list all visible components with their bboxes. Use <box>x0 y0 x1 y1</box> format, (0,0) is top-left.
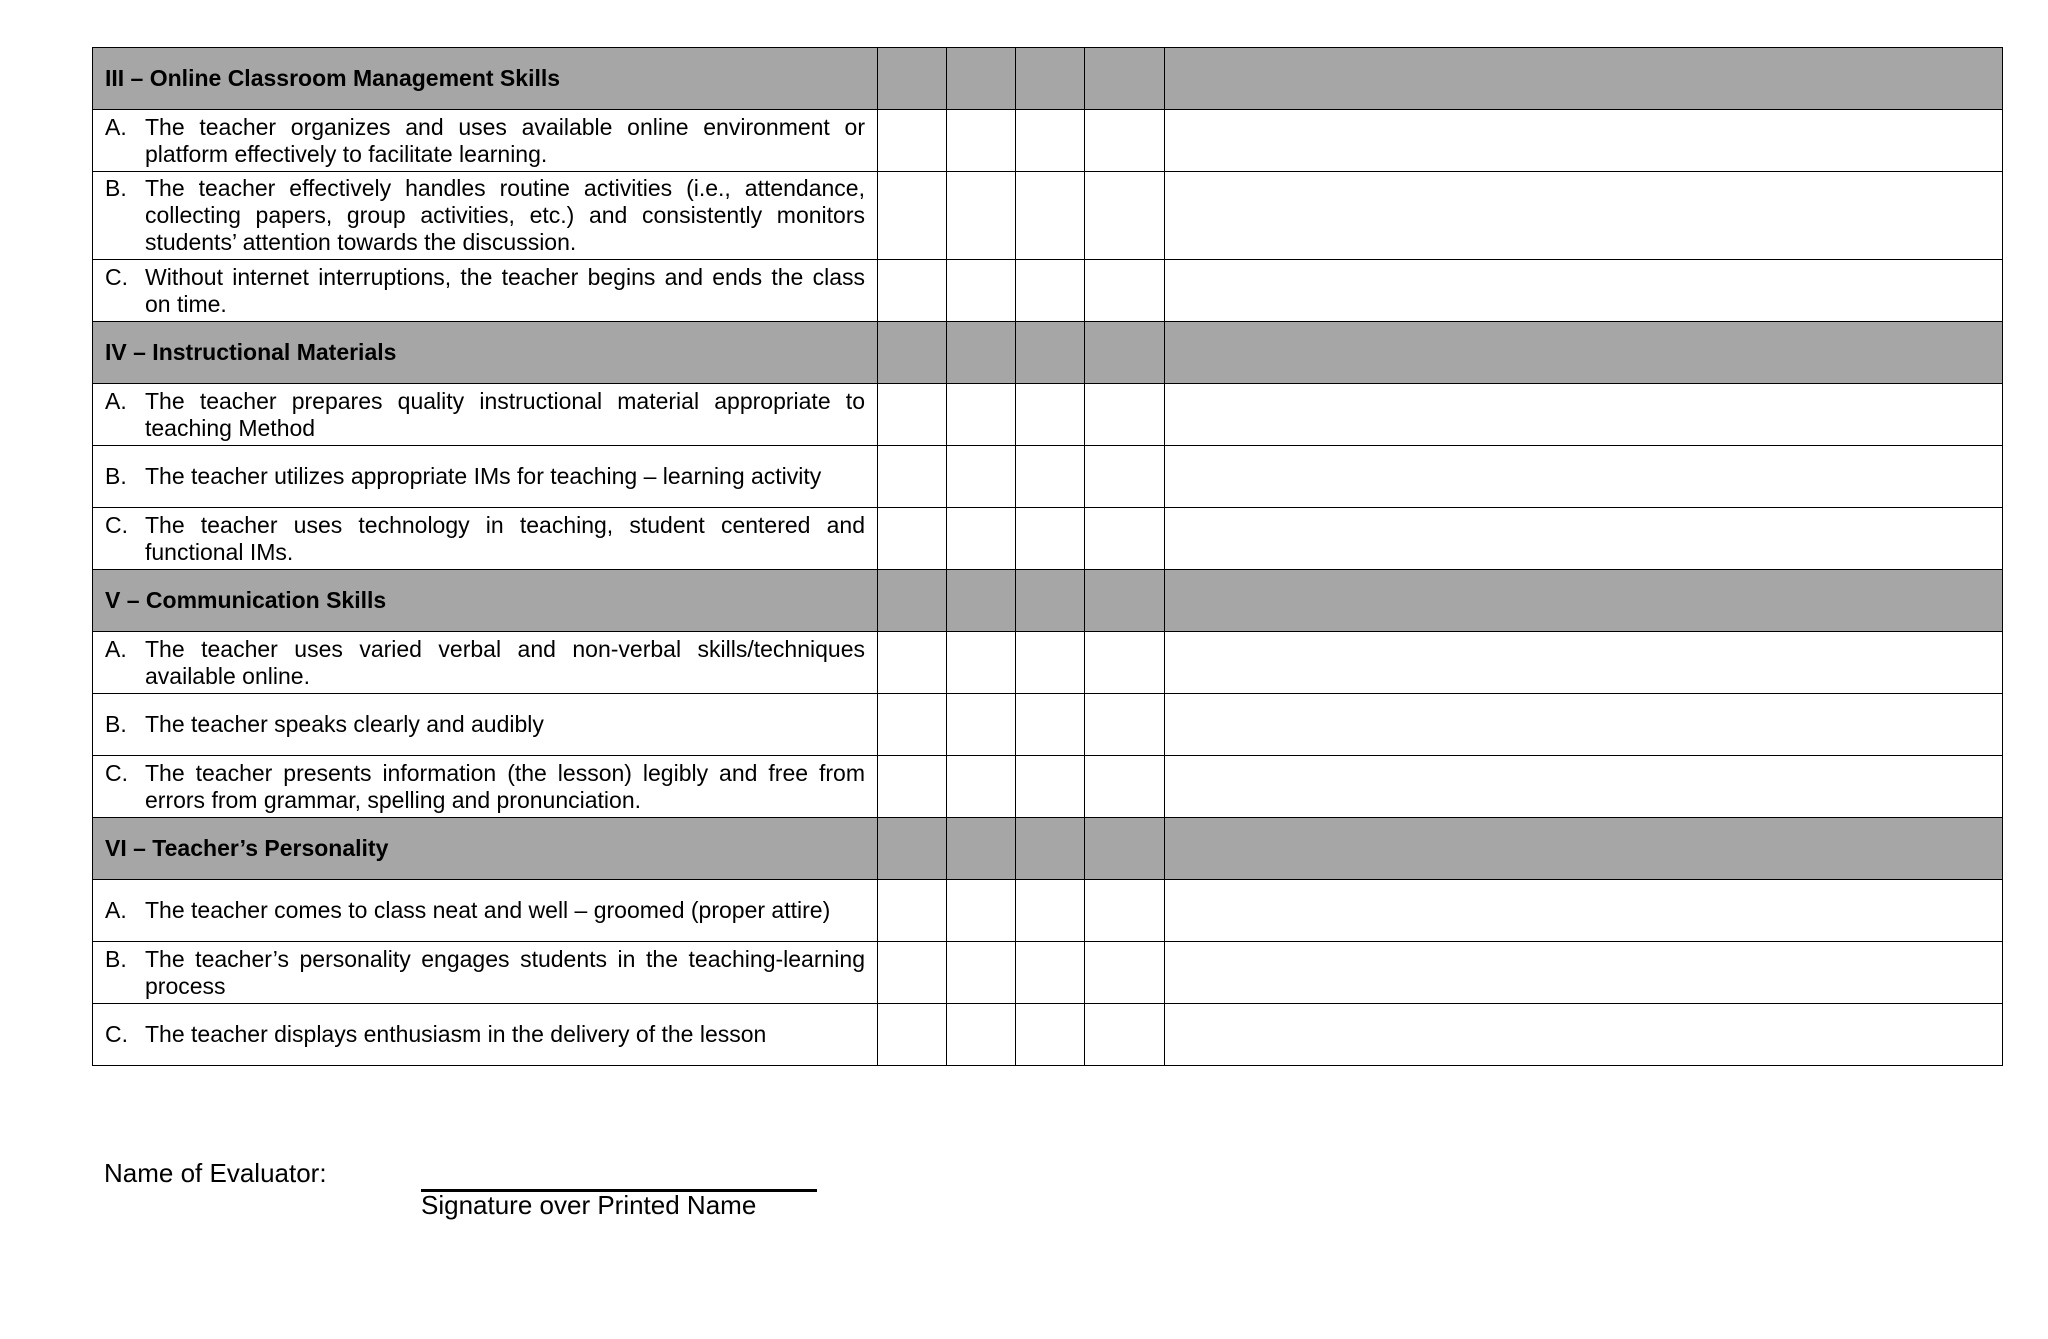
rating-cell[interactable] <box>878 172 947 260</box>
rating-cell[interactable] <box>947 384 1016 446</box>
rating-cell[interactable] <box>1085 694 1165 756</box>
rating-cell[interactable] <box>1016 110 1085 172</box>
item-text: The teacher displays enthusiasm in the delivery of the lesson <box>145 1021 767 1047</box>
rating-cell <box>878 322 947 384</box>
criterion-cell <box>93 694 878 756</box>
remarks-cell[interactable] <box>1165 1004 2003 1066</box>
criterion-cell <box>93 110 878 172</box>
section-title: VI – Teacher’s Personality <box>93 818 878 880</box>
rating-cell[interactable] <box>947 756 1016 818</box>
rating-cell <box>1085 570 1165 632</box>
rating-cell[interactable] <box>1085 260 1165 322</box>
item-letter: B. <box>105 463 127 489</box>
remarks-cell[interactable] <box>1165 756 2003 818</box>
evaluator-label: Name of Evaluator: <box>104 1158 327 1188</box>
section-header-row <box>93 570 2003 632</box>
rating-cell[interactable] <box>878 942 947 1004</box>
rating-cell[interactable] <box>878 384 947 446</box>
table-row <box>93 384 2003 446</box>
rating-cell[interactable] <box>947 694 1016 756</box>
rating-cell[interactable] <box>947 632 1016 694</box>
table-row <box>93 942 2003 1004</box>
item-text: Without internet interruptions, the teacher begins and ends the class on time. <box>145 263 865 317</box>
table-row <box>93 508 2003 570</box>
item-text: The teacher speaks clearly and audibly <box>145 711 544 737</box>
rating-cell[interactable] <box>878 508 947 570</box>
rating-cell[interactable] <box>878 632 947 694</box>
rating-cell[interactable] <box>1016 172 1085 260</box>
rating-cell[interactable] <box>1016 880 1085 942</box>
remarks-cell[interactable] <box>1165 942 2003 1004</box>
rating-cell[interactable] <box>1016 508 1085 570</box>
item-letter: A. <box>105 387 127 414</box>
criterion-cell <box>93 384 878 446</box>
rating-cell <box>1016 570 1085 632</box>
remarks-cell[interactable] <box>1165 384 2003 446</box>
remarks-cell[interactable] <box>1165 446 2003 508</box>
rating-cell[interactable] <box>947 1004 1016 1066</box>
rating-cell[interactable] <box>1085 110 1165 172</box>
rating-cell[interactable] <box>947 172 1016 260</box>
rating-cell[interactable] <box>947 942 1016 1004</box>
rating-cell[interactable] <box>878 880 947 942</box>
section-header-row <box>93 48 2003 110</box>
rating-cell[interactable] <box>1085 880 1165 942</box>
rating-cell <box>1016 48 1085 110</box>
item-text: The teacher presents information (the lesson) legibly and free from errors from grammar, spelling and pronunciation. <box>145 759 865 813</box>
rating-cell[interactable] <box>947 260 1016 322</box>
rating-cell[interactable] <box>1085 1004 1165 1066</box>
remarks-cell <box>1165 48 2003 110</box>
rating-cell[interactable] <box>1016 1004 1085 1066</box>
section-title: IV – Instructional Materials <box>93 322 878 384</box>
rating-cell[interactable] <box>878 756 947 818</box>
rating-cell <box>1016 322 1085 384</box>
rating-cell[interactable] <box>1016 384 1085 446</box>
remarks-cell[interactable] <box>1165 260 2003 322</box>
criterion-cell <box>93 880 878 942</box>
item-letter: B. <box>105 711 127 737</box>
item-letter: A. <box>105 113 127 140</box>
rating-cell[interactable] <box>1016 260 1085 322</box>
item-letter: B. <box>105 175 127 201</box>
item-letter: C. <box>105 263 128 290</box>
rating-cell[interactable] <box>878 446 947 508</box>
rating-cell <box>1085 322 1165 384</box>
criterion-cell <box>93 172 878 260</box>
criterion-cell <box>93 1004 878 1066</box>
table-row <box>93 110 2003 172</box>
item-text: The teacher utilizes appropriate IMs for teaching – learning activity <box>145 463 822 489</box>
table-row <box>93 1004 2003 1066</box>
table-row <box>93 260 2003 322</box>
table-row <box>93 172 2003 260</box>
rating-cell[interactable] <box>1085 632 1165 694</box>
rating-cell <box>878 818 947 880</box>
rating-cell[interactable] <box>1085 172 1165 260</box>
rating-cell[interactable] <box>1085 446 1165 508</box>
rating-cell[interactable] <box>1016 632 1085 694</box>
rating-cell <box>1085 818 1165 880</box>
rating-cell[interactable] <box>1016 756 1085 818</box>
item-text: The teacher uses varied verbal and non-verbal skills/techniques available online. <box>145 635 865 689</box>
item-text: The teacher comes to class neat and well – groomed (proper attire) <box>145 897 831 923</box>
remarks-cell[interactable] <box>1165 694 2003 756</box>
rating-cell <box>947 570 1016 632</box>
rating-cell[interactable] <box>878 260 947 322</box>
criterion-cell <box>93 942 878 1004</box>
rating-cell[interactable] <box>947 880 1016 942</box>
item-letter: A. <box>105 897 127 923</box>
remarks-cell[interactable] <box>1165 172 2003 260</box>
rating-cell <box>1085 48 1165 110</box>
table-row <box>93 632 2003 694</box>
section-header-row <box>93 818 2003 880</box>
rating-cell[interactable] <box>878 110 947 172</box>
rating-cell[interactable] <box>1085 942 1165 1004</box>
section-title: III – Online Classroom Management Skills <box>93 48 878 110</box>
rating-cell <box>878 48 947 110</box>
rating-cell <box>947 322 1016 384</box>
section-title: V – Communication Skills <box>93 570 878 632</box>
item-text: The teacher prepares quality instructional material appropriate to teaching Method <box>145 387 865 441</box>
table-row <box>93 694 2003 756</box>
criterion-cell <box>93 632 878 694</box>
criterion-cell <box>93 446 878 508</box>
remarks-cell[interactable] <box>1165 508 2003 570</box>
remarks-cell <box>1165 818 2003 880</box>
signature-caption: Signature over Printed Name <box>421 1190 757 1220</box>
table-row <box>93 756 2003 818</box>
item-letter: B. <box>105 945 127 972</box>
item-letter: C. <box>105 511 128 538</box>
rating-cell[interactable] <box>878 694 947 756</box>
rating-cell[interactable] <box>1085 384 1165 446</box>
remarks-cell <box>1165 322 2003 384</box>
item-text: The teacher organizes and uses available online environment or platform effectively to facilitate learning. <box>145 113 865 167</box>
item-text: The teacher uses technology in teaching, student centered and functional IMs. <box>145 511 865 565</box>
rating-cell[interactable] <box>1016 446 1085 508</box>
rating-cell <box>1016 818 1085 880</box>
item-text: The teacher effectively handles routine activities (i.e., attendance, collecting papers, group activities, etc.) and consistently monitors students’ attention towards the discussion. <box>145 175 865 255</box>
criterion-cell <box>93 260 878 322</box>
rating-cell[interactable] <box>1085 508 1165 570</box>
rating-cell[interactable] <box>1085 756 1165 818</box>
remarks-cell[interactable] <box>1165 110 2003 172</box>
item-letter: C. <box>105 759 128 786</box>
remarks-cell[interactable] <box>1165 880 2003 942</box>
rating-cell <box>878 570 947 632</box>
evaluation-table <box>92 47 2003 1066</box>
rating-cell[interactable] <box>1016 942 1085 1004</box>
remarks-cell <box>1165 570 2003 632</box>
section-header-row <box>93 322 2003 384</box>
item-letter: C. <box>105 1021 128 1047</box>
rating-cell[interactable] <box>1016 694 1085 756</box>
rating-cell <box>947 48 1016 110</box>
item-text: The teacher’s personality engages students in the teaching-learning process <box>145 945 865 999</box>
remarks-cell[interactable] <box>1165 632 2003 694</box>
rating-cell[interactable] <box>947 446 1016 508</box>
table-row <box>93 446 2003 508</box>
criterion-cell <box>93 756 878 818</box>
rating-cell[interactable] <box>947 508 1016 570</box>
item-letter: A. <box>105 635 127 662</box>
table-row <box>93 880 2003 942</box>
criterion-cell <box>93 508 878 570</box>
rating-cell <box>947 818 1016 880</box>
rating-cell[interactable] <box>878 1004 947 1066</box>
rating-cell[interactable] <box>947 110 1016 172</box>
